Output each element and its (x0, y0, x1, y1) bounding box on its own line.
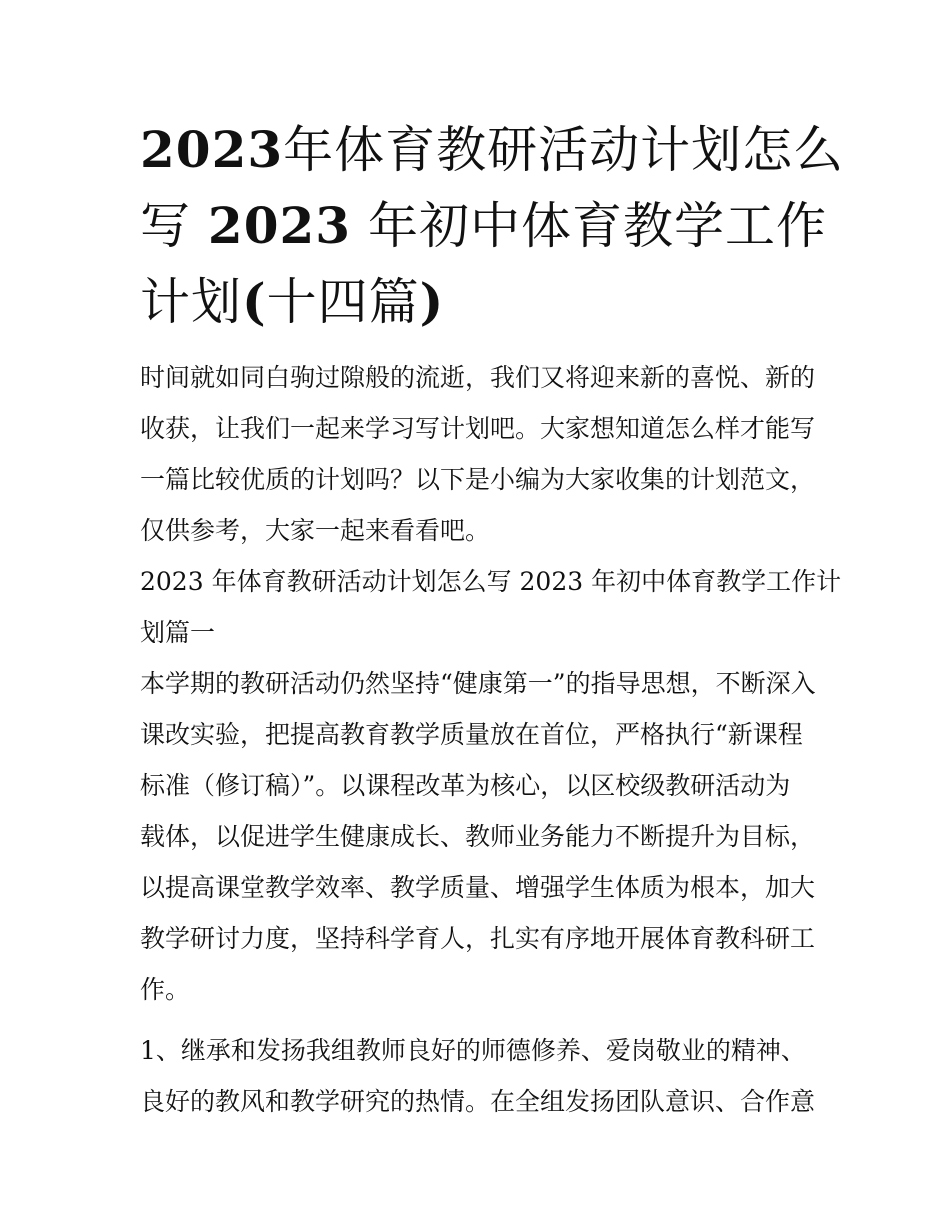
paragraph-line: 收获，让我们一起来学习写计划吧。大家想知道怎么样才能写 (140, 414, 816, 443)
paragraph-line: 标准（修订稿）”。以课程改革为核心，以区校级教研活动为 (140, 771, 791, 800)
paragraph-line: 时间就如同白驹过隙般的流逝，我们又将迎来新的喜悦、新的 (140, 363, 816, 392)
title-text: 写 (140, 197, 208, 255)
title-text: 计划 (140, 273, 242, 331)
paragraph-line: 一篇比较优质的计划吗？以下是小编为大家收集的计划范文， (140, 465, 816, 494)
title-line (140, 112, 845, 188)
paragraph (140, 658, 830, 1015)
paragraph (140, 556, 842, 658)
paragraph-line: 2023 年体育教研活动计划怎么写 2023 年初中体育教学工作计 (140, 567, 842, 596)
paragraph (140, 1025, 830, 1127)
paragraph-line: 划篇一 (140, 618, 216, 647)
paragraph (140, 352, 830, 556)
document-body (140, 352, 842, 1127)
title-text: 年初中体育教学工作 (351, 197, 827, 255)
title-text: ) (419, 272, 445, 331)
paragraph-line: 课改实验，把提高教育教学质量放在首位，严格执行“新课程 (140, 720, 803, 749)
title-text: 2023 (207, 196, 352, 255)
title-text: ( (242, 272, 267, 331)
paragraph-line: 载体，以促进学生健康成长、教师业务能力不断提升为目标， (140, 822, 816, 851)
title-text: 年体育教研活动计划怎么 (283, 121, 845, 179)
paragraph-line: 以提高课堂教学效率、教学质量、增强学生体质为根本，加大 (140, 873, 816, 902)
title-line (140, 264, 820, 340)
paragraph-line: 本学期的教研活动仍然坚持“健康第一”的指导思想，不断深入 (140, 669, 816, 698)
title-text: 2023 (140, 120, 284, 179)
paragraph-line: 教学研讨力度，坚持科学育人，扎实有序地开展体育教科研工 (140, 924, 816, 953)
title-line (140, 188, 827, 264)
title-text: 十四篇 (266, 273, 420, 331)
paragraph-line: 作。 (140, 975, 191, 1004)
document-title (140, 112, 845, 340)
paragraph-line: 1、继承和发扬我组教师良好的师德修养、爱岗敬业的精神、 (140, 1036, 806, 1065)
paragraph-line: 仅供参考，大家一起来看看吧。 (140, 516, 491, 545)
paragraph-line: 良好的教风和教学研究的热情。在全组发扬团队意识、合作意 (140, 1087, 816, 1116)
